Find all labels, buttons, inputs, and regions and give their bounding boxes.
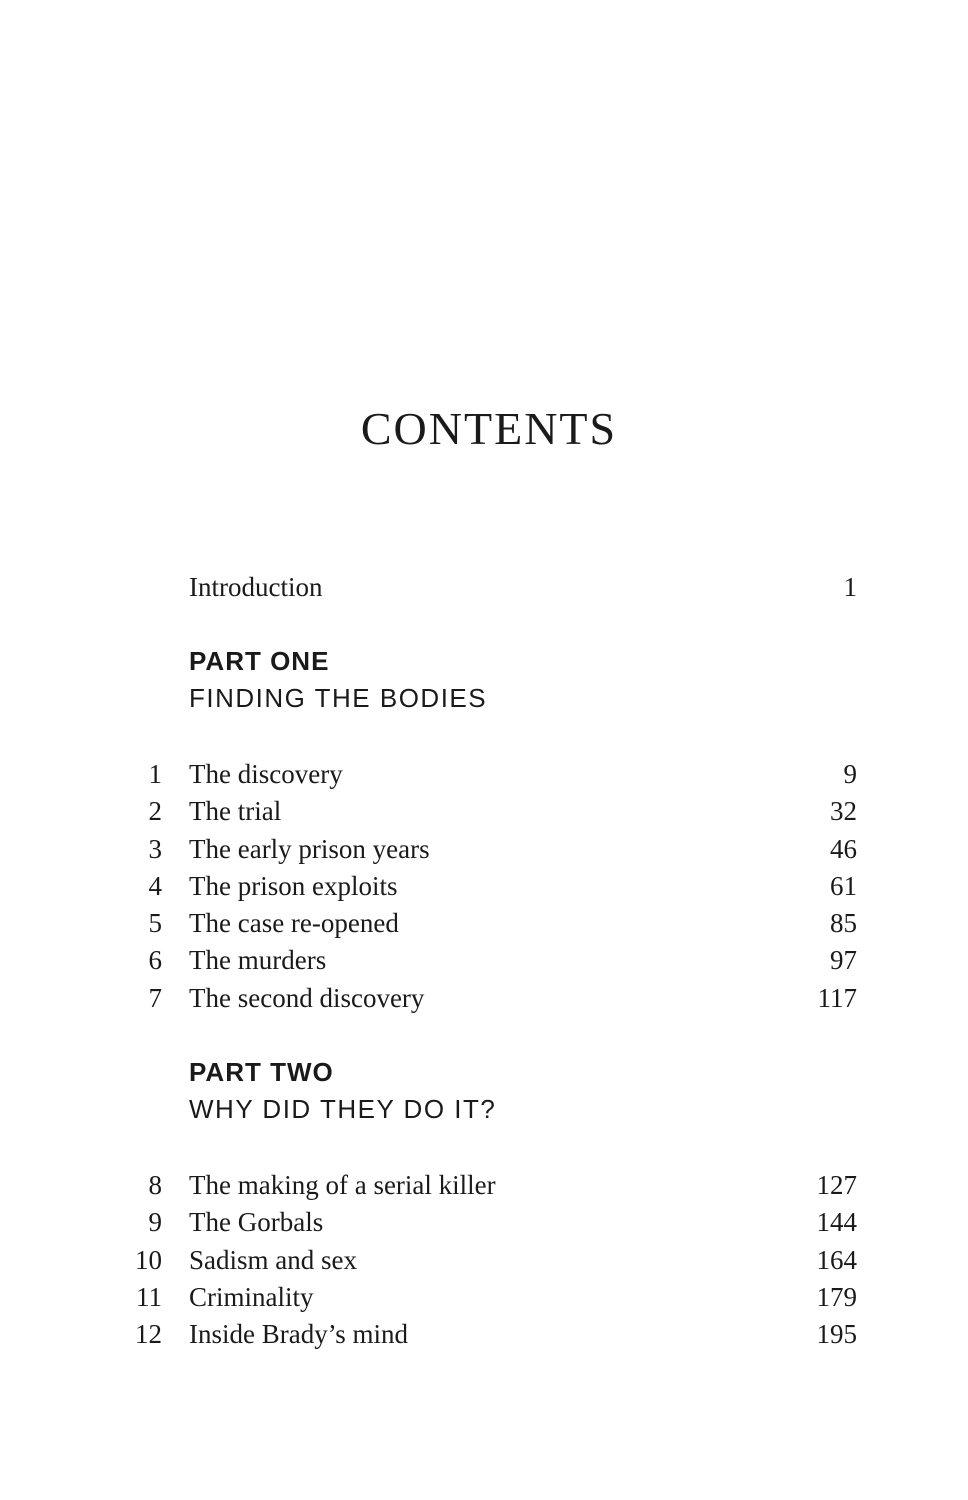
toc-chapter-row[interactable] [0, 756, 968, 792]
toc-chapter-number: 1 [148, 759, 162, 789]
toc-chapter-row[interactable] [0, 868, 968, 904]
toc-page-number: 32 [830, 796, 857, 826]
toc-chapter-number: 5 [148, 908, 162, 938]
toc-chapter-title: The murders [189, 945, 327, 975]
toc-chapter-title: Sadism and sex [189, 1245, 357, 1275]
toc-page-number: 9 [843, 759, 857, 789]
toc-chapter-title: The second discovery [189, 983, 425, 1013]
toc-chapter-title: Inside Brady’s mind [189, 1319, 408, 1349]
toc-chapter-number: 10 [135, 1245, 162, 1275]
toc-page-number: 127 [816, 1170, 857, 1200]
toc-entry-title: Introduction [189, 572, 323, 602]
toc-chapter-row[interactable] [0, 1204, 968, 1240]
toc-chapter-number: 8 [148, 1170, 162, 1200]
toc-page-number: 179 [816, 1282, 857, 1312]
toc-chapter-number: 11 [136, 1282, 162, 1312]
toc-chapter-number: 4 [148, 871, 162, 901]
toc-chapter-title: The case re-opened [189, 908, 399, 938]
toc-chapter-number: 6 [148, 945, 162, 975]
toc-page-number: 195 [816, 1319, 857, 1349]
toc-chapter-row[interactable] [0, 1167, 968, 1203]
toc-chapter-row[interactable] [0, 831, 968, 867]
part-two-subtitle: WHY DID THEY DO IT? [189, 1094, 497, 1124]
toc-page-number: 144 [816, 1207, 857, 1237]
part-two-label: PART TWO [189, 1057, 334, 1087]
toc-chapter-title: The prison exploits [189, 871, 398, 901]
toc-chapter-row[interactable] [0, 905, 968, 941]
toc-chapter-number: 2 [148, 796, 162, 826]
part-one-label: PART ONE [189, 646, 330, 676]
toc-page-number: 164 [816, 1245, 857, 1275]
toc-chapter-row[interactable] [0, 1316, 968, 1352]
toc-page-number: 61 [830, 871, 857, 901]
toc-page-number: 46 [830, 834, 857, 864]
toc-chapter-title: The early prison years [189, 834, 430, 864]
toc-chapter-title: The Gorbals [189, 1207, 324, 1237]
toc-chapter-title: The making of a serial killer [189, 1170, 496, 1200]
toc-page-number: 97 [830, 945, 857, 975]
toc-chapter-title: The discovery [189, 759, 343, 789]
toc-page-number: 1 [843, 572, 857, 602]
page-title: CONTENTS [360, 403, 618, 454]
toc-page-number: 85 [830, 908, 857, 938]
part-one-subtitle: FINDING THE BODIES [189, 683, 488, 713]
toc-introduction[interactable] [0, 569, 968, 605]
toc-chapter-row[interactable] [0, 1279, 968, 1315]
toc-chapter-number: 9 [148, 1207, 162, 1237]
toc-chapter-title: Criminality [189, 1282, 314, 1312]
toc-page-number: 117 [817, 983, 857, 1013]
toc-chapter-row[interactable] [0, 980, 968, 1016]
toc-chapter-number: 12 [135, 1319, 162, 1349]
toc-chapter-number: 3 [148, 834, 162, 864]
toc-chapter-title: The trial [189, 796, 282, 826]
toc-chapter-row[interactable] [0, 793, 968, 829]
toc-chapter-row[interactable] [0, 942, 968, 978]
toc-chapter-number: 7 [148, 983, 162, 1013]
toc-chapter-row[interactable] [0, 1242, 968, 1278]
